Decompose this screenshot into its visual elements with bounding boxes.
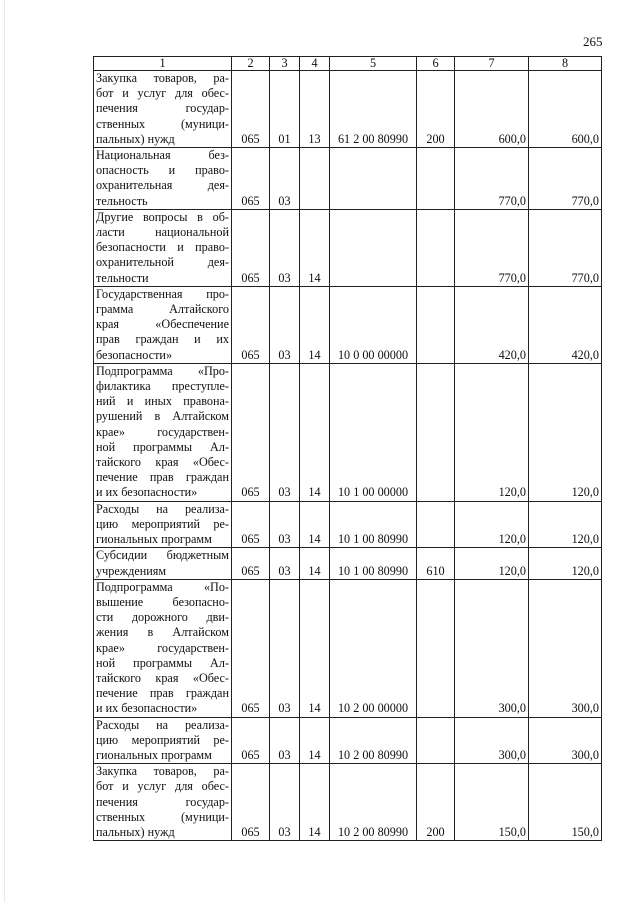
cell-section-code: 03 <box>270 501 300 548</box>
column-header-4: 4 <box>300 57 330 71</box>
row-name-cell <box>94 148 232 210</box>
row-name-line: Другие вопросы в об- <box>96 209 229 224</box>
cell-expense-type <box>417 286 455 363</box>
page-number: 265 <box>583 34 603 49</box>
row-name-cell <box>94 363 232 501</box>
row-name-line: тайского края «Обес- <box>96 455 229 470</box>
cell-expense-type <box>417 501 455 548</box>
row-name-line: тельность <box>96 193 148 208</box>
cell-amount-col7: 120,0 <box>455 363 529 501</box>
cell-amount-col8: 420,0 <box>529 286 602 363</box>
column-header-6: 6 <box>417 57 455 71</box>
cell-amount-col7: 300,0 <box>455 579 529 717</box>
cell-section-code: 03 <box>270 148 300 210</box>
row-name-cell <box>94 548 232 579</box>
row-name-line: Государственная про- <box>96 286 229 301</box>
row-name-line: грамма Алтайского <box>96 302 229 317</box>
cell-section-code: 03 <box>270 764 300 841</box>
row-name-line: Расходы на реализа- <box>96 717 229 732</box>
row-name-line: крае» государствен- <box>96 424 229 439</box>
row-name-cell <box>94 717 232 764</box>
row-name-cell <box>94 209 232 286</box>
row-name-line: цию мероприятий ре- <box>96 516 229 531</box>
row-name-line: Субсидии бюджетным <box>96 548 229 563</box>
cell-target-article: 10 2 00 80990 <box>330 764 417 841</box>
row-name-line: безопасности и право- <box>96 240 229 255</box>
row-name-line: гиональных программ <box>96 747 212 762</box>
row-name-line: бот и услуг для обес- <box>96 86 229 101</box>
cell-chapter-code: 065 <box>232 286 270 363</box>
row-name-line: ственных (муници- <box>96 809 229 824</box>
table-row <box>94 286 602 363</box>
row-name-line: жения в Алтайском <box>96 625 229 640</box>
cell-amount-col8: 120,0 <box>529 363 602 501</box>
cell-section-code: 03 <box>270 363 300 501</box>
cell-amount-col8: 770,0 <box>529 209 602 286</box>
row-name-cell <box>94 286 232 363</box>
table-row <box>94 209 602 286</box>
cell-target-article: 10 2 00 80990 <box>330 717 417 764</box>
cell-expense-type: 200 <box>417 71 455 148</box>
cell-target-article: 10 1 00 80990 <box>330 501 417 548</box>
header-row <box>94 57 602 71</box>
column-header-3: 3 <box>270 57 300 71</box>
row-name-line: охранительной дея- <box>96 255 229 270</box>
cell-subsection-code: 14 <box>300 548 330 579</box>
cell-chapter-code: 065 <box>232 548 270 579</box>
table-row <box>94 764 602 841</box>
cell-section-code: 03 <box>270 209 300 286</box>
cell-expense-type: 200 <box>417 764 455 841</box>
row-name-line: Закупка товаров, ра- <box>96 764 229 779</box>
table-row <box>94 71 602 148</box>
cell-chapter-code: 065 <box>232 209 270 286</box>
cell-chapter-code: 065 <box>232 363 270 501</box>
table-row <box>94 363 602 501</box>
cell-amount-col8: 300,0 <box>529 717 602 764</box>
cell-chapter-code: 065 <box>232 148 270 210</box>
cell-section-code: 03 <box>270 579 300 717</box>
column-header-8: 8 <box>529 57 602 71</box>
cell-section-code: 03 <box>270 548 300 579</box>
row-name-line: тайского края «Обес- <box>96 670 229 685</box>
row-name-line: Национальная без- <box>96 148 229 163</box>
row-name-line: ственных (муници- <box>96 116 229 131</box>
row-name-line: прав граждан и их <box>96 332 229 347</box>
cell-amount-col7: 150,0 <box>455 764 529 841</box>
row-name-line: пальных) нужд <box>96 824 175 839</box>
row-name-line: пальных) нужд <box>96 131 175 146</box>
cell-subsection-code: 14 <box>300 764 330 841</box>
cell-chapter-code: 065 <box>232 71 270 148</box>
cell-amount-col8: 120,0 <box>529 501 602 548</box>
column-header-1: 1 <box>94 57 232 71</box>
cell-subsection-code <box>300 148 330 210</box>
cell-expense-type <box>417 363 455 501</box>
row-name-line: крае» государствен- <box>96 640 229 655</box>
cell-subsection-code: 14 <box>300 286 330 363</box>
cell-amount-col7: 300,0 <box>455 717 529 764</box>
cell-expense-type <box>417 717 455 764</box>
row-name-line: Закупка товаров, ра- <box>96 71 229 85</box>
cell-target-article: 61 2 00 80990 <box>330 71 417 148</box>
cell-amount-col8: 770,0 <box>529 148 602 210</box>
cell-subsection-code: 13 <box>300 71 330 148</box>
row-name-line: безопасности» <box>96 347 173 362</box>
cell-expense-type: 610 <box>417 548 455 579</box>
cell-chapter-code: 065 <box>232 501 270 548</box>
row-name-line: ной программы Ал- <box>96 439 229 454</box>
cell-amount-col7: 600,0 <box>455 71 529 148</box>
cell-target-article: 10 0 00 00000 <box>330 286 417 363</box>
row-name-cell <box>94 71 232 148</box>
table-body <box>94 71 602 841</box>
cell-amount-col7: 420,0 <box>455 286 529 363</box>
row-name-line: и их безопасности» <box>96 485 198 500</box>
cell-target-article: 10 1 00 00000 <box>330 363 417 501</box>
row-name-line: ласти национальной <box>96 225 229 240</box>
row-name-line: цию мероприятий ре- <box>96 732 229 747</box>
cell-expense-type <box>417 148 455 210</box>
table-row <box>94 148 602 210</box>
table-row <box>94 548 602 579</box>
row-name-line: Подпрограмма «По- <box>96 579 229 594</box>
cell-target-article <box>330 209 417 286</box>
row-name-line: печения государ- <box>96 794 229 809</box>
table-row <box>94 717 602 764</box>
cell-section-code: 03 <box>270 286 300 363</box>
row-name-line: печение прав граждан <box>96 470 229 485</box>
cell-amount-col7: 120,0 <box>455 501 529 548</box>
row-name-line: ний и иных правона- <box>96 394 229 409</box>
row-name-line: учреждениям <box>96 563 167 578</box>
cell-amount-col7: 770,0 <box>455 209 529 286</box>
row-name-line: ной программы Ал- <box>96 655 229 670</box>
cell-chapter-code: 065 <box>232 717 270 764</box>
cell-expense-type <box>417 579 455 717</box>
cell-target-article: 10 1 00 80990 <box>330 548 417 579</box>
cell-subsection-code: 14 <box>300 363 330 501</box>
budget-table <box>93 56 602 841</box>
cell-subsection-code: 14 <box>300 717 330 764</box>
row-name-cell <box>94 579 232 717</box>
row-name-line: края «Обеспечение <box>96 317 229 332</box>
table-row <box>94 501 602 548</box>
cell-amount-col8: 120,0 <box>529 548 602 579</box>
row-name-cell <box>94 764 232 841</box>
row-name-line: вышение безопасно- <box>96 594 229 609</box>
row-name-line: тельности <box>96 270 149 285</box>
cell-amount-col7: 120,0 <box>455 548 529 579</box>
row-name-line: гиональных программ <box>96 532 212 547</box>
cell-target-article <box>330 148 417 210</box>
cell-amount-col8: 300,0 <box>529 579 602 717</box>
cell-target-article: 10 2 00 00000 <box>330 579 417 717</box>
row-name-line: Подпрограмма «Про- <box>96 363 229 378</box>
row-name-line: бот и услуг для обес- <box>96 779 229 794</box>
column-header-7: 7 <box>455 57 529 71</box>
cell-subsection-code: 14 <box>300 209 330 286</box>
cell-chapter-code: 065 <box>232 764 270 841</box>
cell-chapter-code: 065 <box>232 579 270 717</box>
row-name-line: опасность и право- <box>96 163 229 178</box>
column-header-5: 5 <box>330 57 417 71</box>
cell-section-code: 03 <box>270 717 300 764</box>
row-name-line: печения государ- <box>96 101 229 116</box>
cell-amount-col7: 770,0 <box>455 148 529 210</box>
row-name-cell <box>94 501 232 548</box>
cell-section-code: 01 <box>270 71 300 148</box>
row-name-line: охранительная дея- <box>96 178 229 193</box>
row-name-line: печение прав граждан <box>96 686 229 701</box>
row-name-line: филактика преступле- <box>96 379 229 394</box>
column-header-2: 2 <box>232 57 270 71</box>
scan-edge-line <box>4 0 5 902</box>
row-name-line: сти дорожного дви- <box>96 610 229 625</box>
row-name-line: рушений в Алтайском <box>96 409 229 424</box>
cell-amount-col8: 600,0 <box>529 71 602 148</box>
row-name-line: Расходы на реализа- <box>96 501 229 516</box>
table-row <box>94 579 602 717</box>
cell-amount-col8: 150,0 <box>529 764 602 841</box>
cell-subsection-code: 14 <box>300 579 330 717</box>
row-name-line: и их безопасности» <box>96 701 198 716</box>
cell-subsection-code: 14 <box>300 501 330 548</box>
cell-expense-type <box>417 209 455 286</box>
